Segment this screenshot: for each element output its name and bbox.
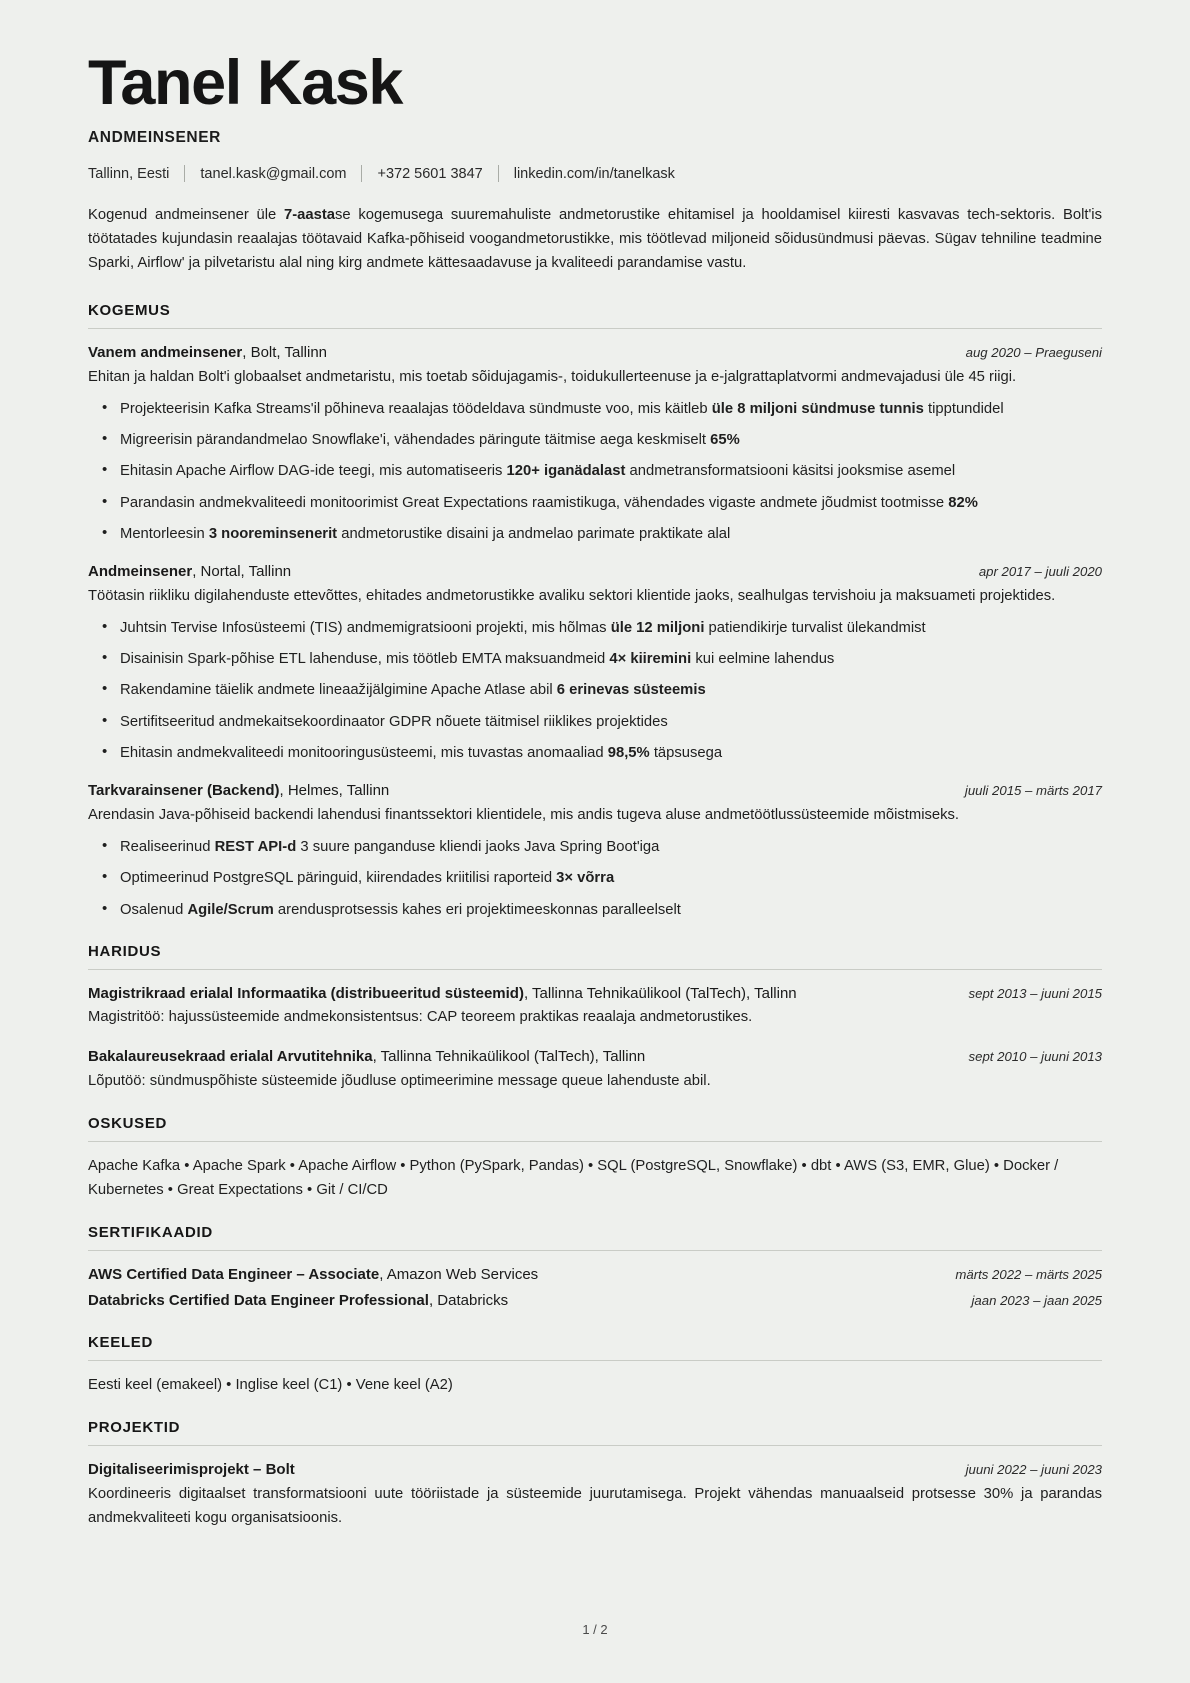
experience-bullet: • Juhtsin Tervise Infosüsteemi (TIS) andmemigratsiooni projekti, mis hõlmas üle 12 miljoni patiendikirje turvalist ülekandmist (120, 617, 1102, 639)
degree-title: Bakalaureusekraad erialal Arvutitehnika, Tallinna Tehnikaülikool (TalTech), Tallinn (88, 1047, 646, 1065)
experience-bullet: • Disainisin Spark-põhise ETL lahenduse, mis töötleb EMTA maksuandmeid 4× kiiremini kui eelmine lahendus (120, 648, 1102, 670)
section-divider (88, 969, 1102, 970)
job-date-range: juuli 2015 – märts 2017 (964, 783, 1102, 799)
job-date-range: apr 2017 – juuli 2020 (978, 563, 1102, 579)
section-heading-experience: KOGEMUS (88, 301, 171, 319)
experience-bullet: • Optimeerinud PostgreSQL päringuid, kiirendades kriitilisi raporteid 3× võrra (120, 867, 1102, 889)
section-divider (88, 328, 1102, 329)
bullet-highlight: Agile/Scrum (187, 901, 274, 918)
page-title: Tanel Kask (88, 48, 402, 118)
project-name: Digitaliseerimisprojekt – Bolt (88, 1461, 295, 1479)
skills-list: Apache Kafka • Apache Spark • Apache Airflow • Python (PySpark, Pandas) • SQL (PostgreSQL, Snowflake) • dbt • AWS (S3, EMR, Glue) • Docker / Kubernetes • Great Expectations • Git / CI/CD (88, 1157, 1059, 1198)
professional-summary: Kogenud andmeinsener üle 7-aastase kogemusega suuremahuliste andmetorustike ehitamisel ja hooldamisel kiiresti kasvavas tech-sektoris. Bolt'is töötatades kujundasin reaalajas töötavaid Kafka-põhiseid voogandmetorustikke, mis töötlevad miljoneid sõidusündmusi päevas. Sügav tehniline teadmine Sparki, Airflow' ja pilvetaristu alal ning kirg andmete kättesaadavuse ja kvaliteedi parandamise vastu. (88, 207, 1102, 271)
section-heading-certificates: SERTIFIKAADID (88, 1224, 213, 1242)
entry-header (88, 983, 1102, 1005)
certificate-name: AWS Certified Data Engineer – Associate, Amazon Web Services (88, 1266, 539, 1284)
education-entry (88, 1046, 1102, 1093)
contact-linkedin[interactable]: linkedin.com/in/tanelkask (513, 165, 675, 182)
entry-header (88, 780, 1102, 802)
certificate-date-range: jaan 2023 – jaan 2025 (971, 1293, 1102, 1309)
languages-list: Eesti keel (emakeel) • Inglise keel (C1) • Vene keel (A2) (88, 1376, 453, 1393)
job-bullet-list (88, 398, 1102, 545)
section-experience (88, 302, 1102, 921)
experience-bullet: • Mentorleesin 3 nooreminsenerit andmetorustike disaini ja andmelao parimate praktikate alal (120, 523, 1102, 545)
project-description: Koordineeris digitaalset transformatsiooni uute tööriistade ja süsteemide juurutamisega. Projekt vähendas manuaalseid protsesse 30% ja parandas andmekvaliteeti kogu organisatsioonis. (88, 1486, 1102, 1526)
contact-location: Tallinn, Eesti (88, 165, 170, 182)
experience-entry (88, 342, 1102, 545)
job-title: Tarkvarainsener (Backend), Helmes, Tallinn (88, 782, 390, 800)
experience-bullet: • Sertifitseeritud andmekaitsekoordinaator GDPR nõuete täitmisel riiklikes projektides (120, 711, 1102, 733)
education-date-range: sept 2013 – juuni 2015 (968, 985, 1102, 1001)
section-certificates (88, 1224, 1102, 1312)
experience-list (88, 342, 1102, 921)
bullet-highlight: 82% (948, 494, 978, 511)
education-date-range: sept 2010 – juuni 2013 (968, 1048, 1102, 1064)
experience-bullet: • Rakendamine täielik andmete lineaažijälgimine Apache Atlase abil 6 erinevas süsteemis (120, 679, 1102, 701)
experience-bullet: • Ehitasin andmekvaliteedi monitooringusüsteemi, mis tuvastas anomaaliad 98,5% täpsusega (120, 742, 1102, 764)
job-title: Vanem andmeinsener, Bolt, Tallinn (88, 343, 328, 361)
job-bullet-list (88, 836, 1102, 921)
experience-bullet: • Ehitasin Apache Airflow DAG-ide teegi, mis automatiseeris 120+ iganädalast andmetransformatsiooni käsitsi jooksmise asemel (120, 460, 1102, 482)
bullet-highlight: REST API-d (214, 839, 297, 856)
bullet-highlight: 65% (710, 432, 740, 449)
bullet-highlight: üle 12 miljoni (610, 620, 705, 637)
section-heading-languages: KEELED (88, 1333, 154, 1351)
bullet-highlight: 3× võrra (556, 870, 615, 887)
job-role-subtitle: ANDMEINSENER (88, 129, 221, 146)
contact-bar (88, 165, 1102, 182)
job-bullet-list (88, 617, 1102, 764)
job-description: Arendasin Java-põhiseid backendi lahendusi finantssektori klientidele, mis andis tugeva aluse andmetöötlussüsteemide mõistmiseks. (88, 806, 960, 823)
thesis-description: Magistritöö: hajussüsteemide andmekonsistentsus: CAP teoreem praktikas reaalaja andmetorustikes. (88, 1009, 753, 1026)
job-description: Töötasin riikliku digilahenduste ettevõttes, ehitades andmetorustikke avaliku sektori klientide jaoks, sealhulgas tervishoiu ja maksuameti projektides. (88, 587, 1056, 604)
page-number: 1 / 2 (582, 1622, 608, 1637)
projects-list (88, 1459, 1102, 1530)
experience-bullet: • Projekteerisin Kafka Streams'il põhineva reaalajas töödeldava sündmuste voo, mis käitleb üle 8 miljoni sündmuse tunnis tipptundidel (120, 398, 1102, 420)
divider-icon (361, 165, 362, 182)
experience-entry (88, 561, 1102, 764)
experience-bullet: • Parandasin andmekvaliteedi monitoorimist Great Expectations raamistikuga, vähendades vigaste andmete jõudmist tootmisse 82% (120, 492, 1102, 514)
section-heading-skills: OSKUSED (88, 1114, 168, 1132)
section-divider (88, 1445, 1102, 1446)
section-heading-education: HARIDUS (88, 942, 162, 960)
bullet-highlight: 6 erinevas süsteemis (556, 682, 706, 699)
certificate-entry (88, 1290, 1102, 1312)
job-date-range: aug 2020 – Praeguseni (965, 344, 1102, 360)
bullet-highlight: üle 8 miljoni sündmuse tunnis (711, 401, 924, 418)
entry-header (88, 342, 1102, 364)
summary-highlight: 7-aasta (284, 207, 336, 223)
experience-bullet: • Migreerisin pärandandmelao Snowflake'i, vähendades päringute täitmise aega keskmiselt 65% (120, 429, 1102, 451)
bullet-highlight: 4× kiiremini (609, 651, 692, 668)
section-divider (88, 1141, 1102, 1142)
section-heading-projects: PROJEKTID (88, 1419, 181, 1437)
section-languages (88, 1334, 1102, 1398)
section-projects (88, 1419, 1102, 1530)
entry-header (88, 1046, 1102, 1068)
certificate-date-range: märts 2022 – märts 2025 (955, 1267, 1102, 1283)
experience-entry (88, 780, 1102, 921)
entry-header (88, 1459, 1102, 1481)
divider-icon (184, 165, 185, 182)
bullet-highlight: 120+ iganädalast (506, 463, 626, 480)
experience-bullet: • Realiseerinud REST API-d 3 suure panganduse kliendi jaoks Java Spring Boot'iga (120, 836, 1102, 858)
section-education (88, 943, 1102, 1093)
certificate-entry (88, 1264, 1102, 1286)
education-entry (88, 983, 1102, 1030)
section-skills (88, 1115, 1102, 1202)
education-list (88, 983, 1102, 1093)
project-entry (88, 1459, 1102, 1530)
job-description: Ehitan ja haldan Bolt'i globaalset andmetaristu, mis toetab sõidujagamis-, toidukullerteenuse ja e-jalgrattaplatvormi andmevajadusi üle 45 riigi. (88, 368, 1017, 385)
bullet-highlight: 3 nooreminsenerit (208, 525, 338, 542)
section-divider (88, 1360, 1102, 1361)
divider-icon (498, 165, 499, 182)
contact-phone[interactable]: +372 5601 3847 (377, 165, 483, 182)
certificate-name: Databricks Certified Data Engineer Professional, Databricks (88, 1292, 509, 1310)
experience-bullet: • Osalenud Agile/Scrum arendusprotsessis kahes eri projektimeeskonnas paralleelselt (120, 899, 1102, 921)
entry-header (88, 561, 1102, 583)
thesis-description: Lõputöö: sündmuspõhiste süsteemide jõudluse optimeerimine message queue lahenduste abil. (88, 1072, 711, 1089)
section-divider (88, 1250, 1102, 1251)
degree-title: Magistrikraad erialal Informaatika (distribueeritud süsteemid), Tallinna Tehnikaülikool (TalTech), Tallinn (88, 984, 797, 1002)
bullet-highlight: 98,5% (607, 744, 650, 761)
certificates-list (88, 1264, 1102, 1312)
project-date-range: juuni 2022 – juuni 2023 (965, 1462, 1102, 1478)
contact-email[interactable]: tanel.kask@gmail.com (200, 165, 347, 182)
job-title: Andmeinsener, Nortal, Tallinn (88, 562, 292, 580)
